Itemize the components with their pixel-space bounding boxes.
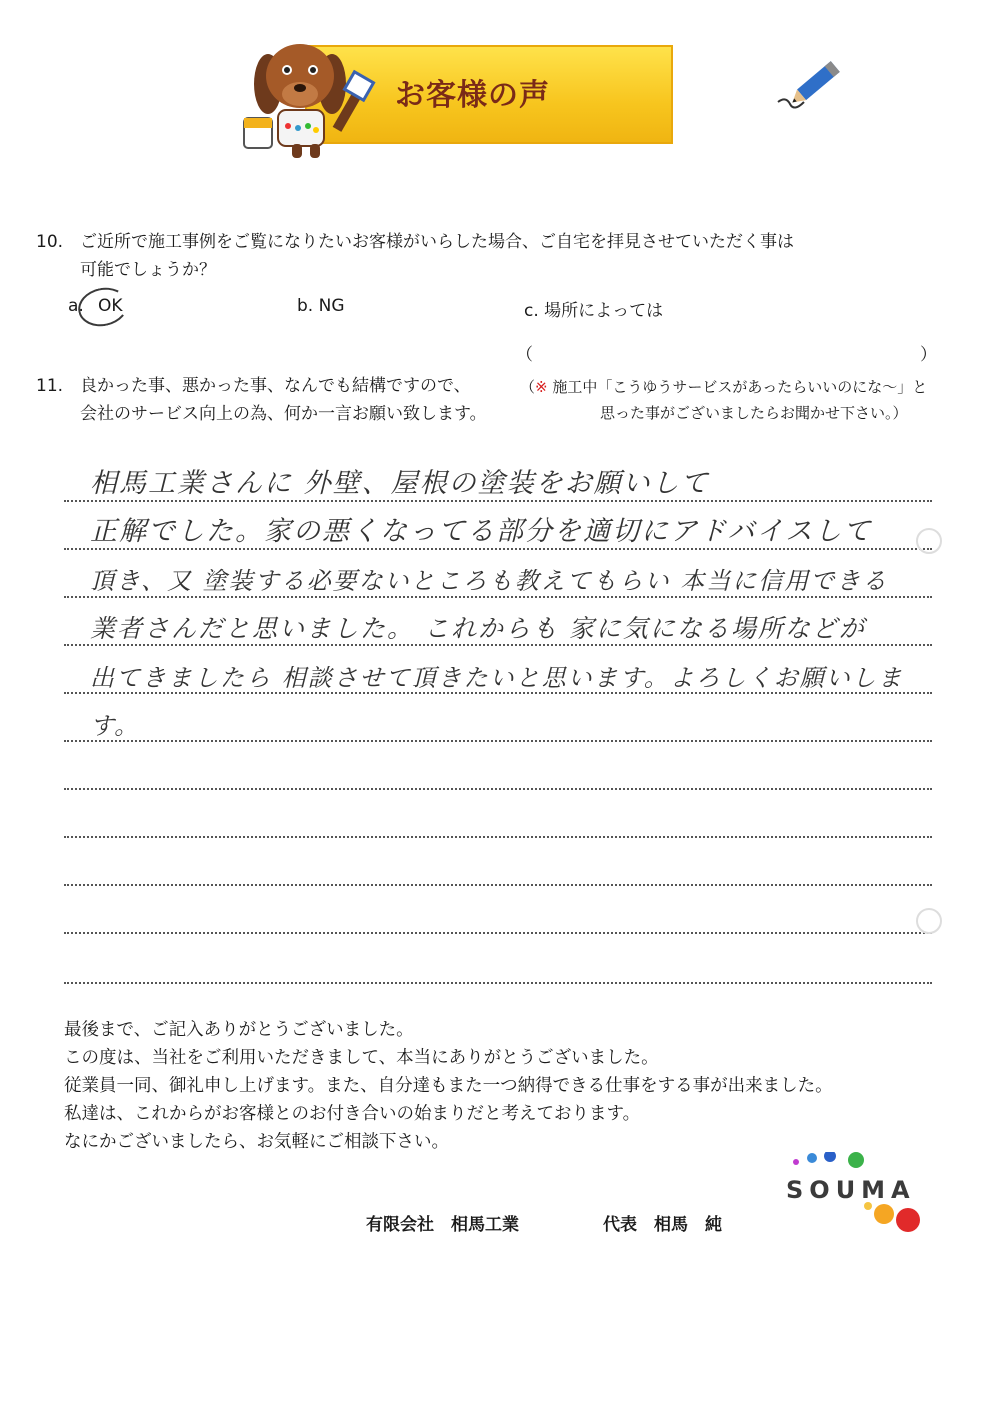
answer-text-line: 頂き、又 塗装する必要ないところも教えてもらい 本当に信用できる: [90, 566, 889, 595]
closing-line: なにかございましたら、お気軽にご相談下さい。: [64, 1132, 449, 1152]
answer-line: [64, 982, 932, 984]
q11-text-line1: 良かった事、悪かった事、なんでも結構ですので、: [80, 376, 471, 396]
q10-text-line1: ご近所で施工事例をご覧になりたいお客様がいらした場合、ご自宅を拝見させていただく事は: [80, 232, 794, 252]
note-line1: 施工中「こうゆうサービスがあったらいいのにな～」と: [552, 378, 928, 396]
answer-text-line: 相馬工業さんに 外壁、屋根の塗装をお願いして: [90, 468, 710, 499]
option-c-depends[interactable]: c. 場所によっては: [524, 301, 664, 321]
paren-open: （: [516, 345, 533, 365]
q10-text-line2: 可能でしょうか？: [80, 260, 216, 280]
company-name: 有限会社 相馬工業: [366, 1215, 519, 1235]
q11-text-line2: 会社のサービス向上の為、何か一言お願い致します。: [80, 404, 487, 424]
q11-number: 11.: [36, 376, 64, 396]
note-mark: ※: [535, 378, 548, 396]
closing-message: [64, 1016, 833, 1156]
answer-line: [64, 836, 932, 838]
paren-close: ）: [920, 345, 937, 365]
logo-text: SOUMA: [786, 1176, 916, 1204]
answer-line: [64, 932, 932, 934]
answer-text-line: 業者さんだと思いました。 これからも 家に気になる場所などが: [90, 614, 866, 644]
answer-line: [64, 884, 932, 886]
closing-line: 最後まで、ご記入ありがとうございました。: [64, 1020, 414, 1040]
handwritten-answer: [90, 460, 940, 750]
closing-line: この度は、当社をご利用いただきまして、本当にありがとうございました。: [64, 1048, 659, 1068]
closing-line: 私達は、これからがお客様とのお付き合いの始まりだと考えております。: [64, 1104, 641, 1124]
pencil-icon: [776, 56, 846, 112]
answer-line: [64, 788, 932, 790]
representative-name: 代表 相馬 純: [603, 1215, 722, 1235]
note-open: （: [520, 378, 536, 396]
binder-hole: [916, 908, 942, 934]
answer-text-line: 出てきましたら 相談させて頂きたいと思います。よろしくお願いします。: [90, 663, 904, 741]
option-a-ok[interactable]: OK: [98, 296, 123, 316]
closing-line: 従業員一同、御礼申し上げます。また、自分達もまた一つ納得できる仕事をする事が出来ました。: [64, 1076, 833, 1096]
note-line2: 思った事がございましたらお聞かせ下さい。）: [600, 404, 908, 422]
option-a-prefix: a.: [68, 296, 84, 316]
dog-painter-mascot-icon: [240, 36, 380, 160]
page-title: お客様の声: [395, 78, 550, 113]
answer-text-line: 正解でした。家の悪くなってる部分を適切にアドバイスして: [90, 516, 873, 548]
q10-number: 10.: [36, 232, 64, 252]
option-b-ng[interactable]: b. NG: [297, 296, 345, 316]
